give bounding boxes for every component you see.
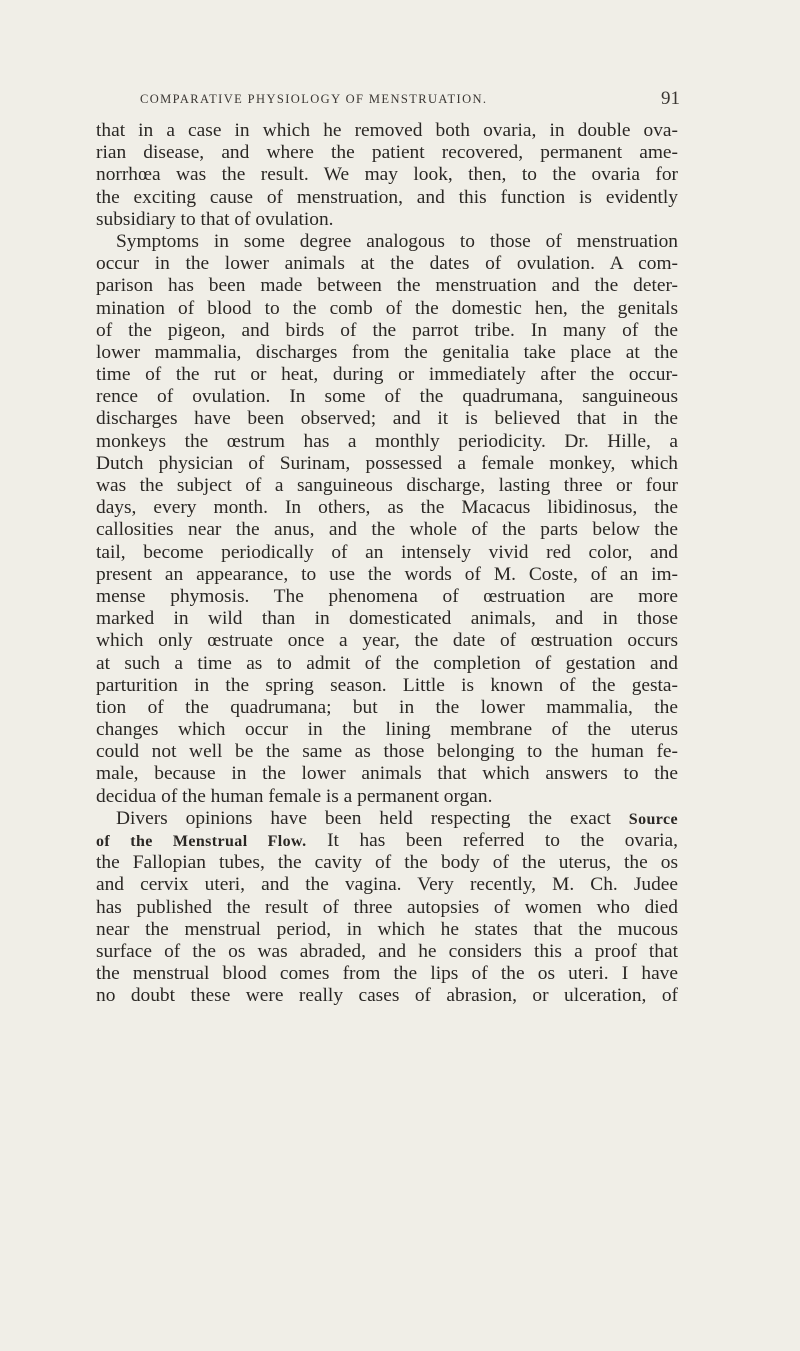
text-line: monkeys the œstrum has a monthly periodicity. Dr. Hille, a: [96, 430, 678, 452]
text-fragment: It has been referred to the ovaria,: [327, 830, 678, 851]
text-line: the menstrual blood comes from the lips of the os uteri. I have: [96, 963, 678, 985]
text-line: tion of the quadrumana; but in the lower mammalia, the: [96, 696, 678, 718]
text-line: lower mammalia, discharges from the genitalia take place at the: [96, 341, 678, 363]
section-heading-inline: of the Menstrual Flow.: [96, 833, 307, 850]
text-line: [96, 808, 678, 830]
text-line: mense phymosis. The phenomena of œstruation are more: [96, 585, 678, 607]
text-line: changes which occur in the lining membrane of the uterus: [96, 719, 678, 741]
section-heading-inline: Source: [628, 810, 678, 828]
text-line: subsidiary to that of ovulation.: [96, 208, 334, 230]
text-line: discharges have been observed; and it is believed that in the: [96, 408, 678, 430]
text-line: occur in the lower animals at the dates of ovulation. A com-: [96, 253, 678, 275]
body-text: [96, 120, 678, 1008]
text-line: could not well be the same as those belonging to the human fe-: [96, 741, 678, 763]
text-line: parison has been made between the menstruation and the deter-: [96, 275, 678, 297]
text-line: that in a case in which he removed both ovaria, in double ova-: [96, 120, 678, 141]
text-line: Symptoms in some degree analogous to those of menstruation: [116, 230, 678, 252]
text-line: marked in wild than in domesticated animals, and in those: [96, 608, 678, 630]
text-line: of the pigeon, and birds of the parrot tribe. In many of the: [96, 319, 678, 341]
text-line: callosities near the anus, and the whole of the parts below the: [96, 519, 678, 541]
text-line: days, every month. In others, as the Macacus libidinosus, the: [96, 497, 678, 519]
text-line: the Fallopian tubes, the cavity of the body of the uterus, the os: [96, 852, 678, 874]
text-line: rence of ovulation. In some of the quadrumana, sanguineous: [96, 386, 678, 408]
text-line: present an appearance, to use the words of M. Coste, of an im-: [96, 563, 678, 585]
text-line: [96, 830, 678, 852]
text-line: tail, become periodically of an intensely vivid red color, and: [96, 541, 678, 563]
text-line: norrhœa was the result. We may look, then, to the ovaria for: [96, 164, 678, 186]
text-line: Dutch physician of Surinam, possessed a female monkey, which: [96, 452, 678, 474]
text-line: parturition in the spring season. Little is known of the gesta-: [96, 674, 678, 696]
text-line: time of the rut or heat, during or immediately after the occur-: [96, 364, 678, 386]
text-line: near the menstrual period, in which he states that the mucous: [96, 918, 678, 940]
running-title: COMPARATIVE PHYSIOLOGY OF MENSTRUATION.: [140, 92, 488, 106]
text-line: and cervix uteri, and the vagina. Very recently, M. Ch. Judee: [96, 874, 678, 896]
text-line: which only œstruate once a year, the date of œstruation occurs: [96, 630, 678, 652]
text-line: has published the result of three autopsies of women who died: [96, 896, 678, 918]
text-line: mination of blood to the comb of the domestic hen, the genitals: [96, 297, 678, 319]
text-line: male, because in the lower animals that which answers to the: [96, 763, 678, 785]
text-line: no doubt these were really cases of abrasion, or ulceration, of: [96, 985, 678, 1007]
text-line: at such a time as to admit of the completion of gestation and: [96, 652, 678, 674]
text-line: decidua of the human female is a permanent organ.: [96, 785, 493, 807]
text-fragment: Divers opinions have been held respecting the exact: [116, 807, 611, 829]
text-line: surface of the os was abraded, and he considers this a proof that: [96, 940, 678, 962]
page-number: 91: [661, 88, 680, 109]
running-head: [140, 88, 680, 112]
text-line: the exciting cause of menstruation, and this function is evidently: [96, 186, 678, 208]
text-line: rian disease, and where the patient recovered, permanent ame-: [96, 142, 678, 164]
text-line: was the subject of a sanguineous discharge, lasting three or four: [96, 475, 678, 496]
